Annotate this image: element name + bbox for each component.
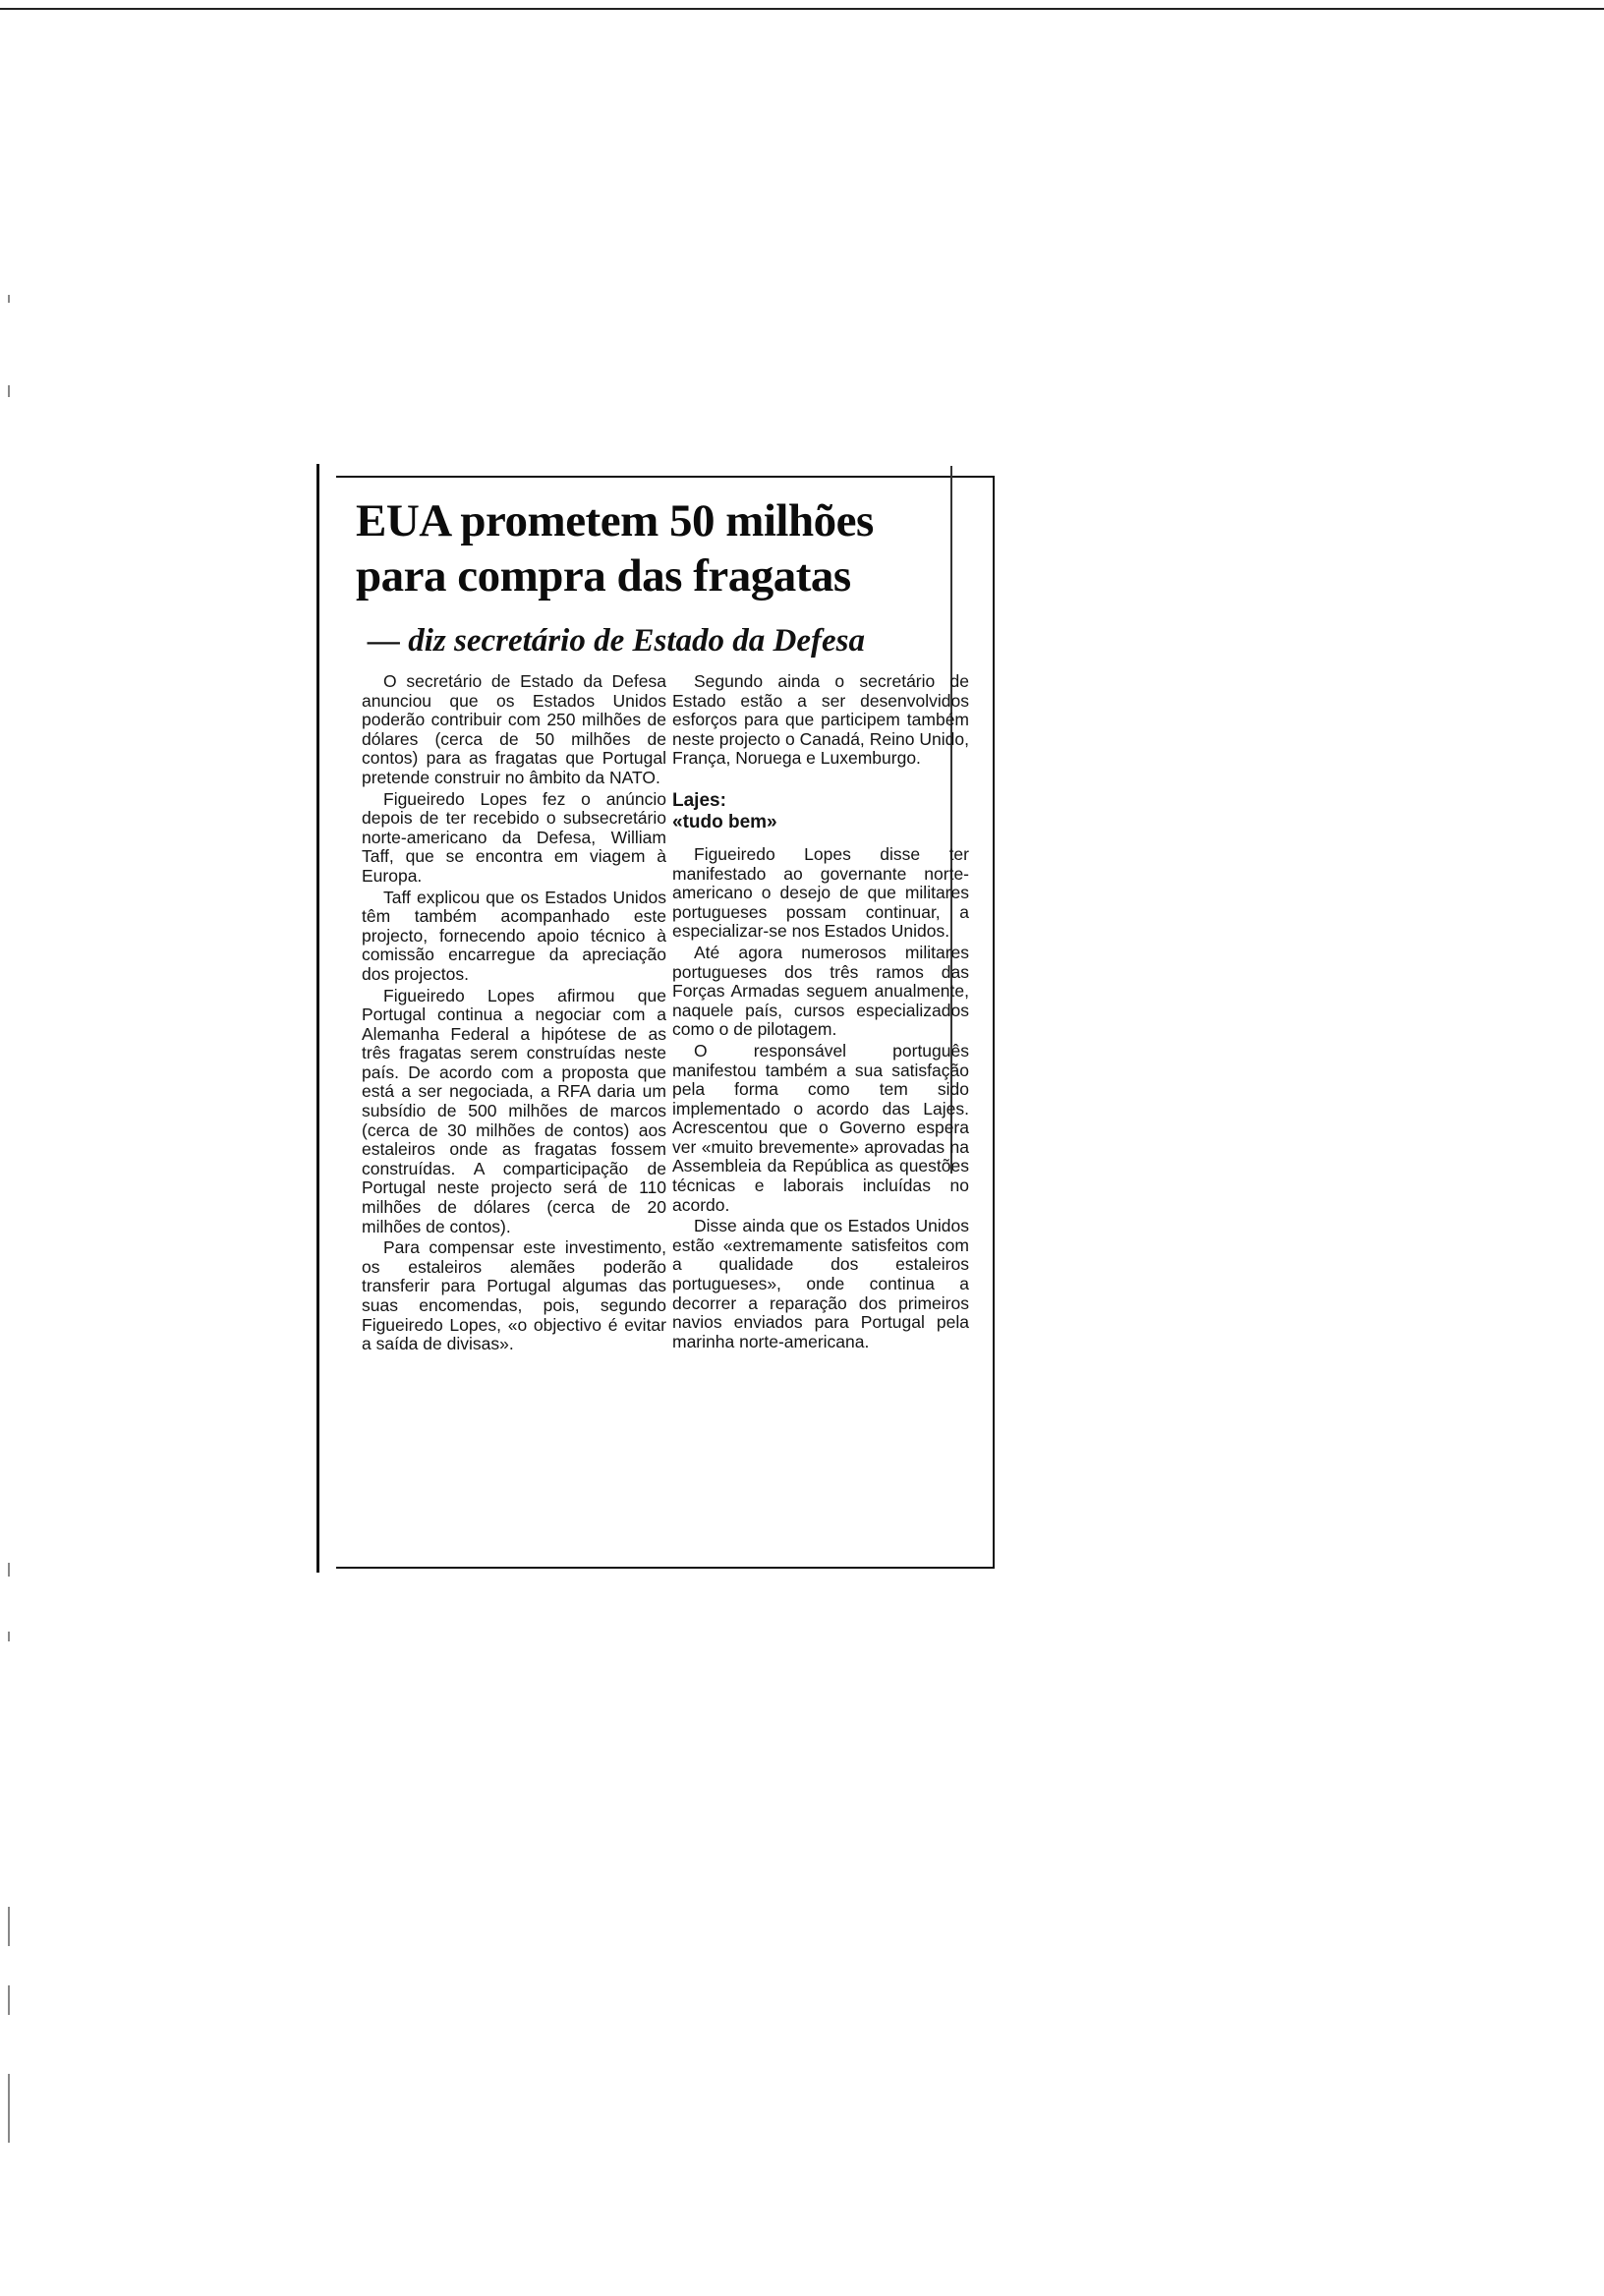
- newspaper-clipping: [316, 464, 995, 1573]
- article-right-column: [672, 672, 969, 1353]
- paragraph: Para compensar este investimento, os estaleiros alemães poderão transferir para Portugal algumas das suas encomendas, pois, segundo Figueiredo Lopes, «o objectivo é evitar a saída de divisas».: [362, 1237, 666, 1354]
- article-subheadline: — diz secretário de Estado da Defesa: [368, 623, 865, 659]
- section-heading-line-2: «tudo bem»: [672, 811, 777, 832]
- paragraph: Figueiredo Lopes fez o anúncio depois de ter recebido o subsecretário norte-americano da Defesa, William Taff, que se encontra em viagem à Europa.: [362, 788, 666, 886]
- paragraph: O responsável português manifestou também a sua satisfação pela forma como tem sido implementado o acordo das Lajes. Acrescentou que o Governo espera ver «muito brevemente» aprovadas na Assembleia da República as questões técnicas e laborais incluídas no acordo.: [672, 1040, 969, 1215]
- article-left-column: [362, 672, 666, 1356]
- scan-artifact: [8, 1563, 10, 1577]
- scan-artifact: [8, 2074, 10, 2143]
- paragraph: Taff explicou que os Estados Unidos têm também acompanhado este projecto, fornecendo apoio técnico à comissão encarregue da apreciação dos projectos.: [362, 887, 666, 984]
- scan-artifact: [8, 385, 10, 397]
- clipping-left-border: [316, 464, 319, 1573]
- article-headline: [356, 493, 965, 603]
- paragraph: Figueiredo Lopes disse ter manifestado ao governante norte-americano o desejo de que militares portugueses possam continuar, a especializar-se nos Estados Unidos.: [672, 843, 969, 942]
- paragraph: O secretário de Estado da Defesa anunciou que os Estados Unidos poderão contribuir com 250 milhões de dólares (cerca de 50 milhões de contos) para as fragatas que Portugal pretende construir no âmbito da NATO.: [362, 671, 666, 787]
- section-heading-line-1: Lajes:: [672, 789, 726, 811]
- scan-artifact: [8, 1632, 10, 1641]
- headline-line-1: EUA prometem 50 milhões: [356, 495, 874, 546]
- paragraph: Até agora numerosos militares portugueses dos três ramos das Forças Armadas seguem anualmente, naquele país, cursos especializados como o de pilotagem.: [672, 942, 969, 1040]
- page-top-rule: [0, 8, 1604, 10]
- paragraph: Segundo ainda o secretário de Estado estão a ser desenvolvidos esforços para que participem também neste projecto o Canadá, Reino Unido, França, Noruega e Luxemburgo.: [672, 671, 969, 769]
- clipping-top-border: [336, 476, 995, 478]
- scan-artifact: [8, 1985, 10, 2015]
- headline-line-2: para compra das fragatas: [356, 550, 851, 602]
- paragraph: Disse ainda que os Estados Unidos estão «extremamente satisfeitos com a qualidade dos estaleiros portugueses», onde continua a decorrer a reparação dos primeiros navios enviados para Portugal pela marinha norte-americana.: [672, 1216, 969, 1351]
- clipping-bottom-border: [336, 1567, 995, 1569]
- section-heading: [672, 790, 969, 833]
- paragraph: Figueiredo Lopes afirmou que Portugal continua a negociar com a Alemanha Federal a hipótese de as três fragatas serem construídas neste país. De acordo com a proposta que está a ser negociada, a RFA daria um subsídio de 500 milhões de marcos (cerca de 30 milhões de contos) aos estaleiros onde as fragatas fossem construídas. A comparticipação de Portugal neste projecto será de 110 milhões de dólares (cerca de 20 milhões de contos).: [362, 985, 666, 1236]
- scan-artifact: [8, 295, 10, 303]
- scan-artifact: [8, 1907, 10, 1946]
